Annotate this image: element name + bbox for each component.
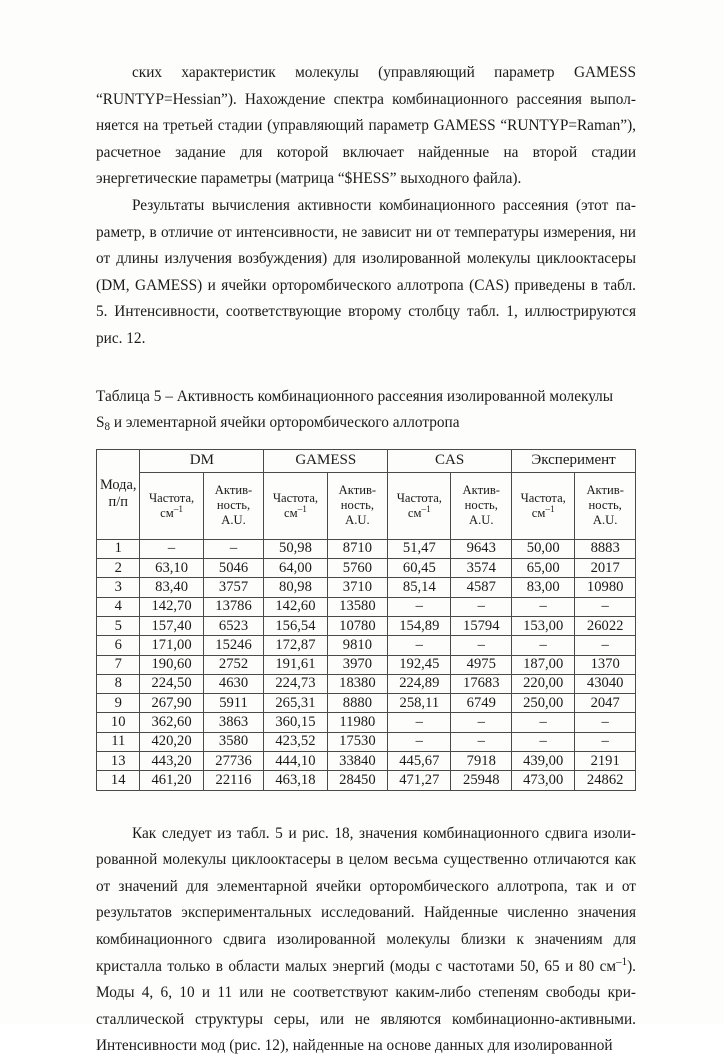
cell-gamess-activity: 3970 [327, 655, 388, 674]
cell-experiment-frequency: 220,00 [512, 674, 575, 693]
cell-experiment-activity: – [575, 636, 636, 655]
cell-cas-activity: 6749 [451, 694, 512, 713]
cell-experiment-activity: 8883 [575, 539, 636, 558]
table-row [97, 771, 636, 790]
cell-gamess-activity: 9810 [327, 636, 388, 655]
table-row [97, 713, 636, 732]
cell-cas-frequency: – [388, 597, 451, 616]
cell-cas-frequency: 258,11 [388, 694, 451, 713]
table-row [97, 616, 636, 635]
cell-gamess-activity: 13580 [327, 597, 388, 616]
cell-experiment-frequency: 153,00 [512, 616, 575, 635]
cell-experiment-frequency: – [512, 732, 575, 751]
cell-dm-frequency: – [140, 539, 203, 558]
cell-experiment-frequency: – [512, 597, 575, 616]
sulfur-symbol: S [96, 414, 105, 432]
cell-experiment-frequency: 187,00 [512, 655, 575, 674]
col-header-group-cas: CAS [388, 449, 512, 472]
table-caption-line-1: Таблица 5 – Активность комбинационного рассеяния изолированной молекулы [96, 387, 614, 405]
cell-cas-activity: – [451, 636, 512, 655]
freq-unit: см [407, 505, 422, 520]
cell-cas-activity: 7918 [451, 752, 512, 771]
cell-experiment-activity: – [575, 732, 636, 751]
act-label-1: Актив- [338, 482, 377, 497]
cell-experiment-activity: 24862 [575, 771, 636, 790]
table-head [97, 449, 636, 539]
act-label-1: Актив- [586, 482, 624, 497]
cell-gamess-frequency: 444,10 [264, 752, 327, 771]
freq-label: Частота, [396, 490, 442, 505]
col-header-gamess-frequency [264, 472, 327, 539]
cell-dm-frequency: 63,10 [140, 559, 203, 578]
cell-cas-activity: 4587 [451, 578, 512, 597]
cell-dm-activity: 3863 [203, 713, 264, 732]
cell-dm-activity: 5911 [203, 694, 264, 713]
cell-cas-activity: 4975 [451, 655, 512, 674]
cell-cas-activity: – [451, 732, 512, 751]
cell-experiment-frequency: 50,00 [512, 539, 575, 558]
cell-mode: 2 [97, 559, 140, 578]
cell-mode: 14 [97, 771, 140, 790]
cell-experiment-frequency: 65,00 [512, 559, 575, 578]
cell-gamess-frequency: 80,98 [264, 578, 327, 597]
cell-cas-frequency: 445,67 [388, 752, 451, 771]
cell-gamess-activity: 5760 [327, 559, 388, 578]
freq-unit: см [160, 505, 174, 520]
table-row [97, 597, 636, 616]
cell-dm-activity: 3580 [203, 732, 264, 751]
mode-header-line-2: п/п [108, 494, 128, 511]
cell-experiment-activity: – [575, 713, 636, 732]
cell-gamess-activity: 33840 [327, 752, 388, 771]
col-header-cas-frequency [388, 472, 451, 539]
cell-gamess-frequency: 360,15 [264, 713, 327, 732]
col-header-gamess-activity [327, 472, 388, 539]
cell-experiment-activity: – [575, 597, 636, 616]
cell-dm-frequency: 362,60 [140, 713, 203, 732]
cell-mode: 11 [97, 732, 140, 751]
cell-dm-activity: 13786 [203, 597, 264, 616]
cell-gamess-activity: 18380 [327, 674, 388, 693]
cell-cas-activity: 25948 [451, 771, 512, 790]
cell-dm-activity: 22116 [203, 771, 264, 790]
cell-dm-frequency: 443,20 [140, 752, 203, 771]
table-caption-line-2: и элементарной ячейки орторомбического аллотропа [110, 414, 460, 432]
cell-dm-frequency: 142,70 [140, 597, 203, 616]
sulfur-subscript: 8 [104, 421, 111, 434]
cell-experiment-activity: 2047 [575, 694, 636, 713]
cell-dm-activity: 27736 [203, 752, 264, 771]
table-row [97, 636, 636, 655]
cell-cas-activity: 17683 [451, 674, 512, 693]
act-label-1: Актив- [214, 482, 253, 497]
cell-cas-activity: 9643 [451, 539, 512, 558]
cell-dm-activity: 6523 [203, 616, 264, 635]
paragraph-3-part-2: ). Моды 4, 6, 10 и 11 или не соответствуют каким-либо степеням свободы кристаллической структуры серы, или не являются комбинационно-активными. Интенсивности мод (рис. 12), найденные на основе данных для изолированной [96, 957, 636, 1055]
cell-cas-frequency: 224,89 [388, 674, 451, 693]
cell-gamess-activity: 10780 [327, 616, 388, 635]
paragraph-3-exponent: –1 [616, 955, 628, 968]
act-unit: A.U. [592, 513, 618, 528]
cell-mode: 13 [97, 752, 140, 771]
cell-gamess-frequency: 64,00 [264, 559, 327, 578]
cell-gamess-frequency: 172,87 [264, 636, 327, 655]
cell-dm-activity: 2752 [203, 655, 264, 674]
col-header-group-dm: DM [140, 449, 264, 472]
cell-gamess-activity: 28450 [327, 771, 388, 790]
cell-cas-frequency: – [388, 713, 451, 732]
table-body [97, 539, 636, 790]
mode-header-line-1: Мода, [99, 477, 137, 494]
col-header-experiment-frequency [512, 472, 575, 539]
act-label-2: ность, [216, 498, 251, 513]
table-sub-header-row [97, 472, 636, 539]
cell-experiment-frequency: 250,00 [512, 694, 575, 713]
act-label-1: Актив- [462, 482, 500, 497]
cell-gamess-activity: 3710 [327, 578, 388, 597]
cell-cas-frequency: 471,27 [388, 771, 451, 790]
cell-experiment-activity: 2191 [575, 752, 636, 771]
cell-dm-frequency: 420,20 [140, 732, 203, 751]
col-header-mode [97, 449, 140, 539]
cell-mode: 10 [97, 713, 140, 732]
freq-label: Частота, [148, 490, 195, 505]
act-unit: A.U. [345, 513, 370, 528]
freq-label: Частота, [520, 490, 566, 505]
act-unit: A.U. [221, 513, 246, 528]
col-header-group-experiment: Эксперимент [512, 449, 636, 472]
cell-gamess-activity: 8710 [327, 539, 388, 558]
paragraph-3 [96, 821, 636, 1060]
raman-activity-table [96, 449, 636, 791]
col-header-experiment-activity [575, 472, 636, 539]
cell-mode: 9 [97, 694, 140, 713]
table-row [97, 752, 636, 771]
paragraph-1: ских характеристик молекулы (управляющий параметр GAMESS “RUNTYP=Hessian”). Нахождение спектра комбинационного рассеяния выполняется на третьей стадии (управляющий параметр GAMESS “RUNTYP=Raman”), расчетное задание для которой включает найденные на второй стадии энергетические параметры (матрица “$HESS” выходного файла). [96, 64, 636, 188]
cell-experiment-frequency: 83,00 [512, 578, 575, 597]
col-header-dm-activity [203, 472, 264, 539]
cell-cas-activity: 3574 [451, 559, 512, 578]
cell-experiment-frequency: 473,00 [512, 771, 575, 790]
cell-mode: 5 [97, 616, 140, 635]
cell-gamess-activity: 11980 [327, 713, 388, 732]
table-row [97, 539, 636, 558]
cell-cas-activity: 15794 [451, 616, 512, 635]
cell-dm-activity: 15246 [203, 636, 264, 655]
table-row [97, 674, 636, 693]
col-header-group-gamess: GAMESS [264, 449, 388, 472]
act-label-2: ность, [464, 498, 498, 513]
table-row [97, 559, 636, 578]
table-caption [96, 384, 636, 441]
cell-experiment-activity: 1370 [575, 655, 636, 674]
cell-mode: 8 [97, 674, 140, 693]
cell-dm-activity: 4630 [203, 674, 264, 693]
cell-gamess-activity: 17530 [327, 732, 388, 751]
cell-gamess-frequency: 265,31 [264, 694, 327, 713]
cell-gamess-frequency: 191,61 [264, 655, 327, 674]
cell-experiment-frequency: – [512, 636, 575, 655]
cell-cas-frequency: – [388, 732, 451, 751]
paragraph-2: Результаты вычисления активности комбинационного рассеяния (этот параметр, в отличие от интенсивности, не зависит ни от температуры измерения, ни от длины излучения возбуждения) для изолированной молекулы циклооктасеры (DM, GAMESS) и ячейки орторомбического аллотропа (CAS) приведены в табл. 5. Интенсивности, соответствующие второму столбцу табл. 1, иллюстрируются рис. 12. [96, 196, 636, 347]
cell-mode: 7 [97, 655, 140, 674]
cell-gamess-frequency: 463,18 [264, 771, 327, 790]
cell-gamess-frequency: 156,54 [264, 616, 327, 635]
cell-cas-activity: – [451, 597, 512, 616]
cell-dm-frequency: 157,40 [140, 616, 203, 635]
act-label-2: ность, [588, 498, 622, 513]
cell-dm-frequency: 83,40 [140, 578, 203, 597]
cell-experiment-frequency: – [512, 713, 575, 732]
cell-mode: 3 [97, 578, 140, 597]
col-header-cas-activity [451, 472, 512, 539]
freq-unit-exponent: –1 [297, 504, 307, 515]
cell-dm-activity: 5046 [203, 559, 264, 578]
table-row [97, 655, 636, 674]
cell-dm-frequency: 267,90 [140, 694, 203, 713]
cell-experiment-activity: 10980 [575, 578, 636, 597]
cell-experiment-activity: 43040 [575, 674, 636, 693]
freq-unit-exponent: –1 [421, 504, 431, 515]
cell-mode: 4 [97, 597, 140, 616]
cell-gamess-frequency: 224,73 [264, 674, 327, 693]
cell-dm-activity: – [203, 539, 264, 558]
table-row [97, 732, 636, 751]
cell-dm-activity: 3757 [203, 578, 264, 597]
freq-unit-exponent: –1 [173, 504, 184, 515]
cell-cas-frequency: 60,45 [388, 559, 451, 578]
cell-cas-activity: – [451, 713, 512, 732]
table-row [97, 578, 636, 597]
cell-dm-frequency: 171,00 [140, 636, 203, 655]
cell-cas-frequency: – [388, 636, 451, 655]
table-group-header-row [97, 449, 636, 472]
cell-dm-frequency: 461,20 [140, 771, 203, 790]
cell-experiment-frequency: 439,00 [512, 752, 575, 771]
freq-label: Частота, [272, 490, 319, 505]
table-row [97, 694, 636, 713]
cell-dm-frequency: 224,50 [140, 674, 203, 693]
cell-mode: 1 [97, 539, 140, 558]
cell-experiment-activity: 2017 [575, 559, 636, 578]
table-caption-formula [96, 414, 111, 434]
cell-gamess-frequency: 423,52 [264, 732, 327, 751]
paragraph-3-part-1: Как следует из табл. 5 и рис. 18, значения комбинационного сдвига изолированной молекулы циклооктасеры в целом весьма существенно отличаются как от значений для элементарной ячейки орторомбического аллотропа, так и от результатов экспериментальных исследований. Найденные численно значения комбинационного сдвига изолированной молекулы близки к значениям для кристалла только в области малых энергий (моды с частотами 50, 65 и 80 см [96, 824, 636, 975]
cell-gamess-frequency: 50,98 [264, 539, 327, 558]
freq-unit-exponent: –1 [545, 504, 555, 515]
cell-gamess-activity: 8880 [327, 694, 388, 713]
freq-unit: см [284, 505, 298, 520]
act-label-2: ность, [340, 498, 375, 513]
cell-cas-frequency: 85,14 [388, 578, 451, 597]
cell-cas-frequency: 51,47 [388, 539, 451, 558]
col-header-dm-frequency [140, 472, 203, 539]
cell-mode: 6 [97, 636, 140, 655]
cell-cas-frequency: 192,45 [388, 655, 451, 674]
cell-gamess-frequency: 142,60 [264, 597, 327, 616]
cell-dm-frequency: 190,60 [140, 655, 203, 674]
cell-experiment-activity: 26022 [575, 616, 636, 635]
freq-unit: см [531, 505, 546, 520]
cell-cas-frequency: 154,89 [388, 616, 451, 635]
act-unit: A.U. [469, 513, 494, 528]
